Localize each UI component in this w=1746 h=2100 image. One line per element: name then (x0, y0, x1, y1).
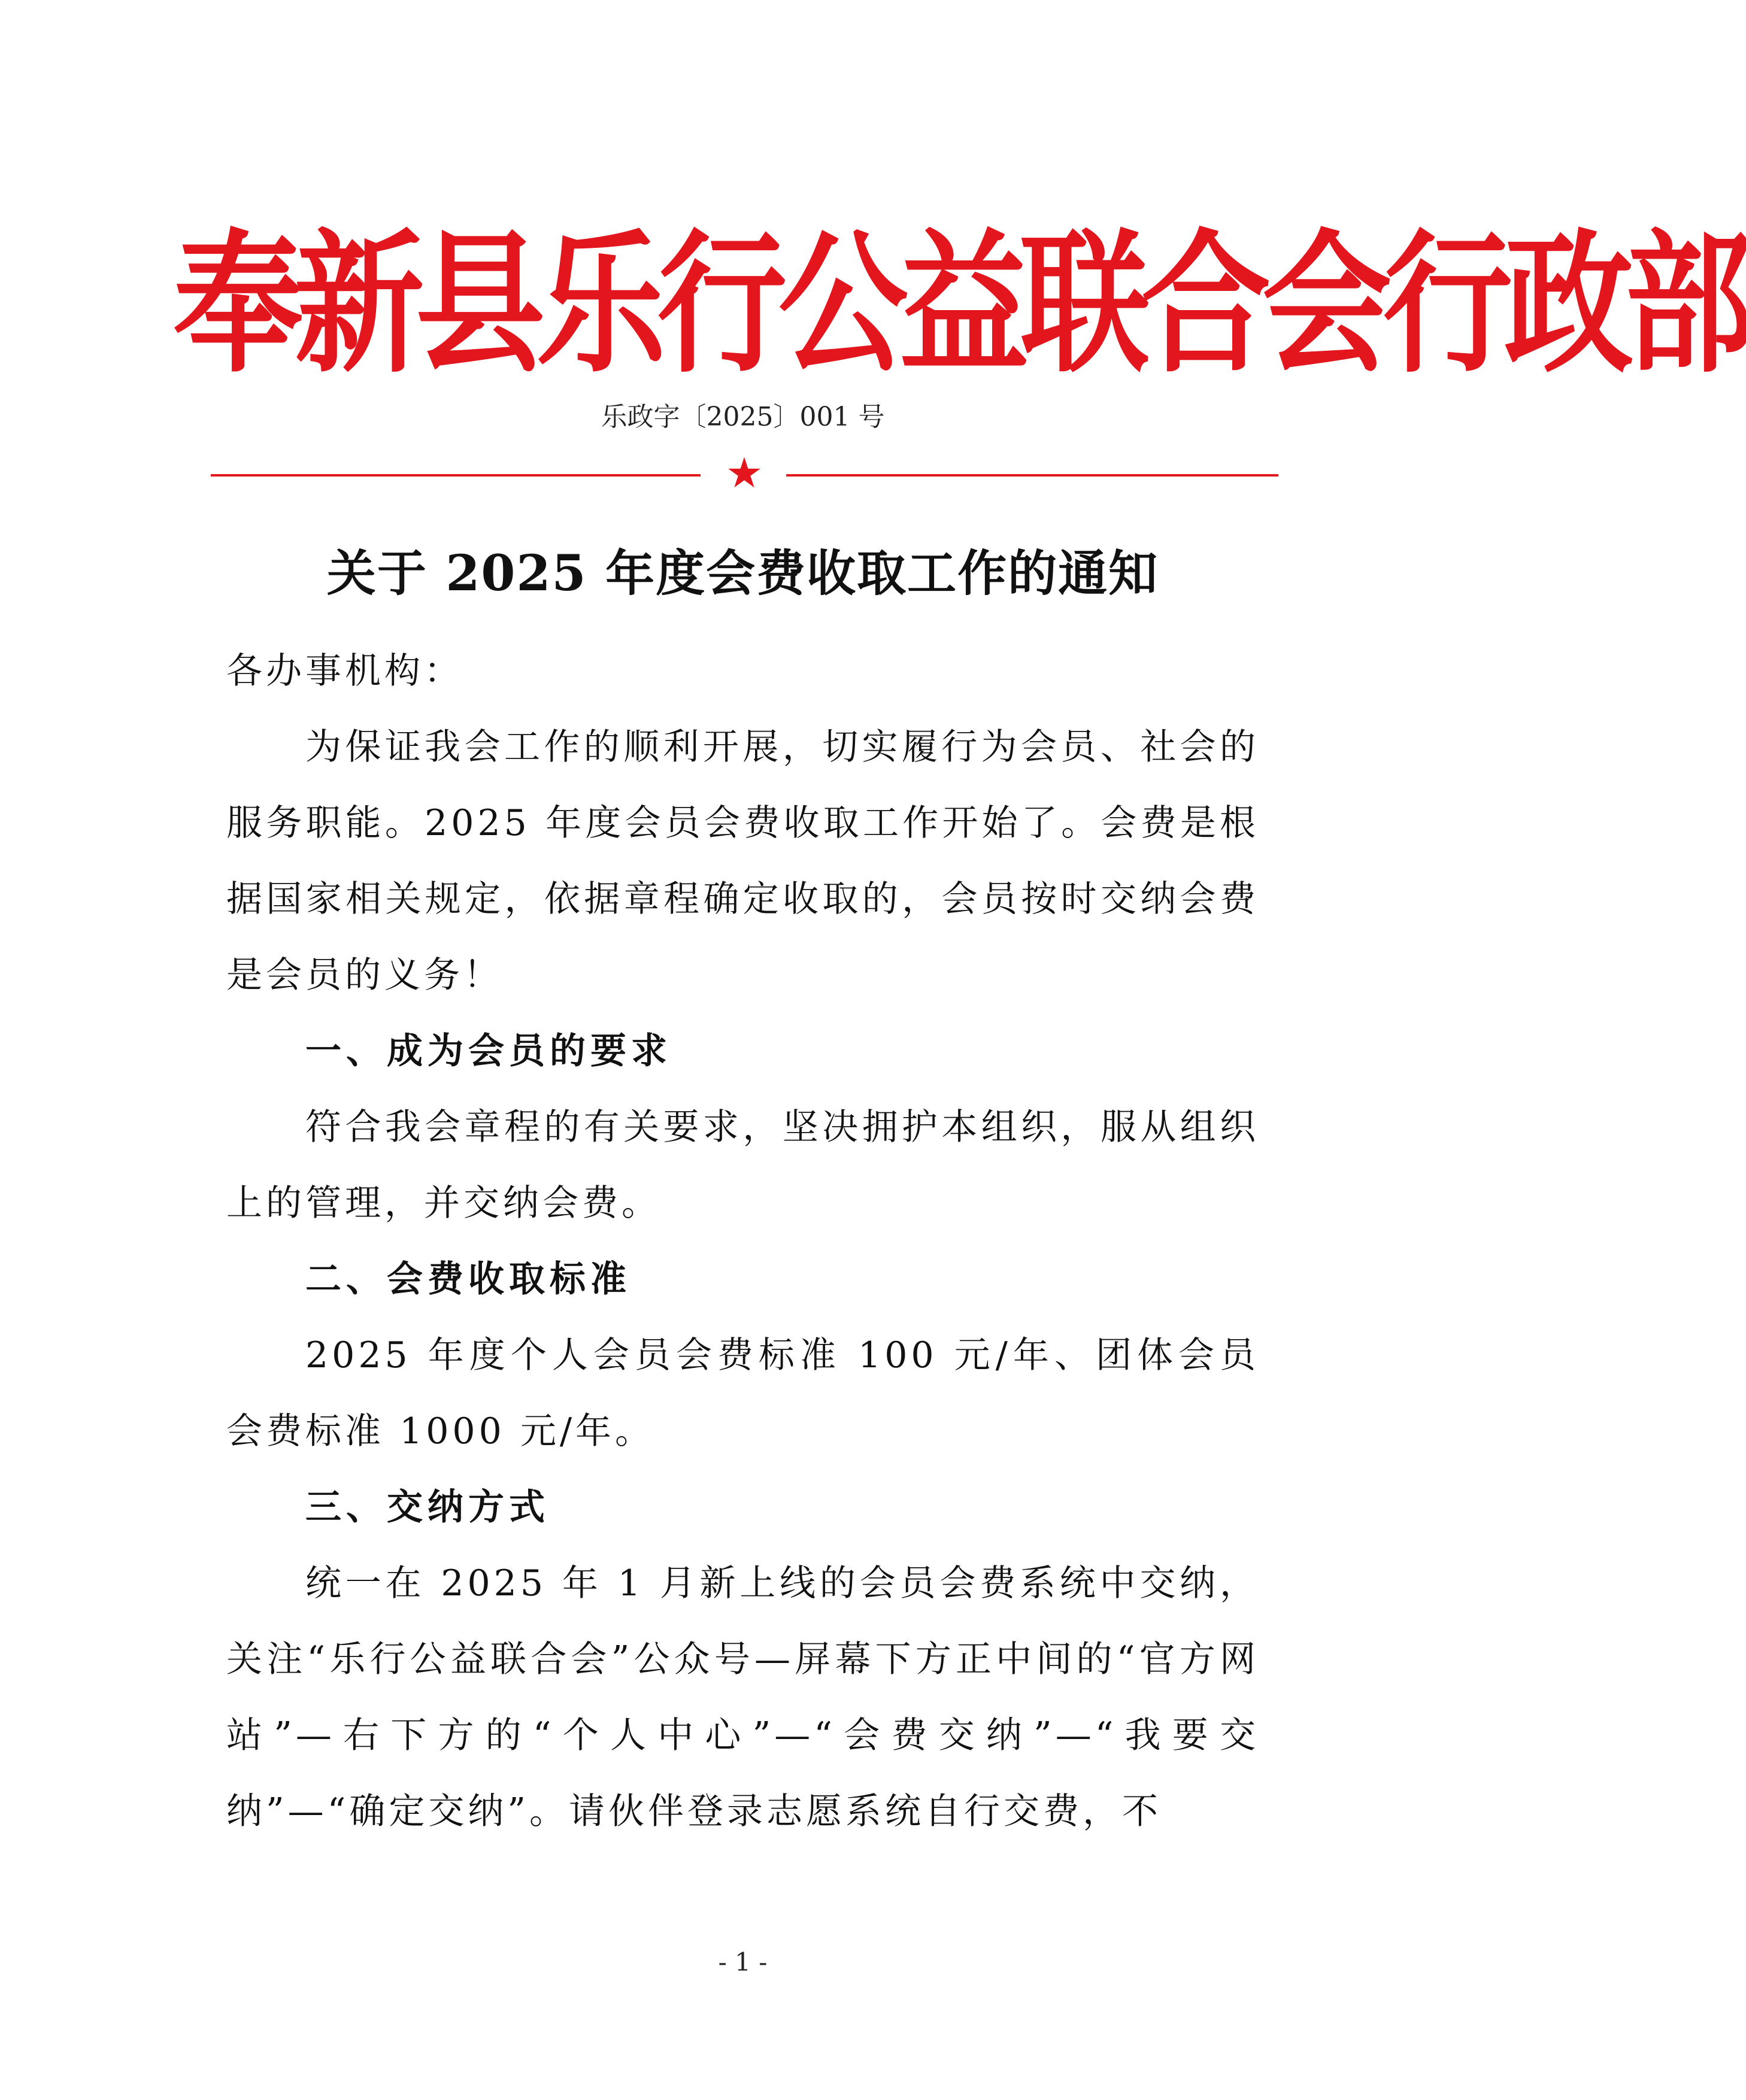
salutation: 各办事机构： (226, 650, 463, 692)
section-heading: 一、成为会员的要求 (305, 1030, 672, 1072)
intro-paragraph: 为保证我会工作的顺利开展，切实履行为会员、社会的服务职能。2025 年度会员会费收取工作开始了。会费是根据国家相关规定，依据章程确定收取的，会员按时交纳会费是会员的义务！ (226, 726, 1259, 996)
red-divider-right (786, 474, 1278, 477)
red-divider-left (211, 474, 701, 477)
page-number: - 1 - (718, 1947, 768, 1977)
section-heading: 二、会费收取标准 (305, 1258, 631, 1300)
red-header-title: 奉新县乐行公益联合会行政部 (174, 214, 1746, 393)
document-number: 乐政字〔2025〕001 号 (601, 402, 885, 432)
section-paragraph: 2025 年度个人会员会费标准 100 元/年、团体会员会费标准 1000 元/年。 (226, 1334, 1259, 1452)
section-paragraph: 符合我会章程的有关要求，坚决拥护本组织，服从组织上的管理，并交纳会费。 (226, 1106, 1259, 1224)
notice-body (226, 633, 1259, 1850)
section-paragraph: 统一在 2025 年 1 月新上线的会员会费系统中交纳，关注“乐行公益联合会”公众号—屏幕下方正中间的“官方网站”—右下方的“个人中心”—“会费交纳”—“我要交纳”—“确定交纳”。请伙伴登录志愿系统自行交费，不 (226, 1562, 1259, 1832)
star-icon: ★ (725, 448, 763, 497)
section-heading: 三、交纳方式 (305, 1486, 550, 1528)
notice-title: 关于 2025 年度会费收取工作的通知 (326, 545, 1159, 602)
